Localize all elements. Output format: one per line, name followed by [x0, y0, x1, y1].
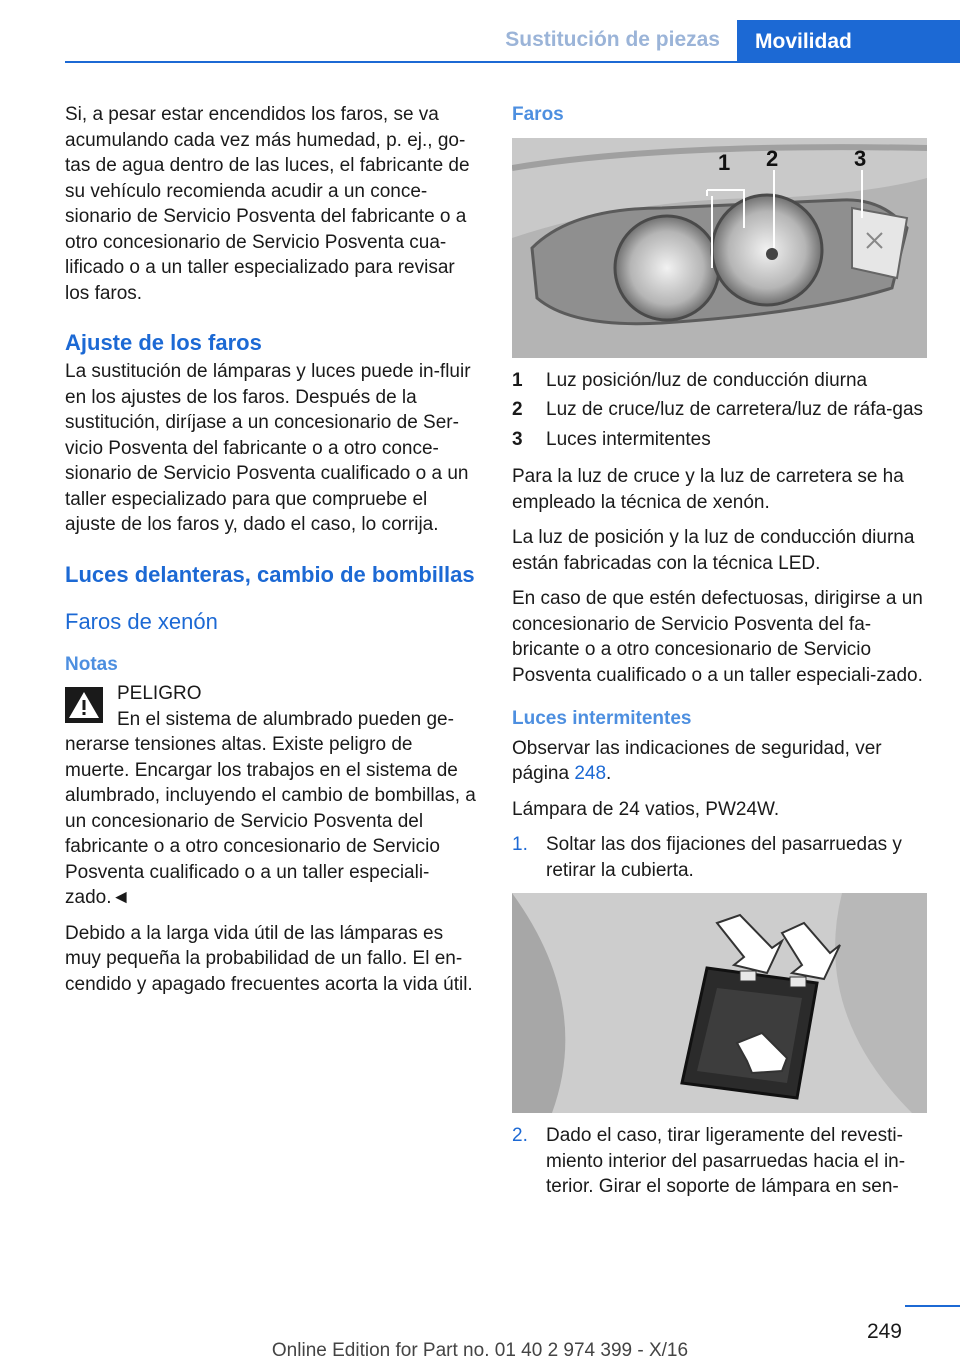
warning-triangle-icon [65, 687, 103, 723]
page-header [0, 0, 960, 62]
legend-number: 1 [512, 369, 523, 391]
legend-text: Luz posición/luz de conducción diurna [546, 369, 868, 391]
footer-edition-text: Online Edition for Part no. 01 40 2 974 399 - X/16 [271, 1340, 689, 1361]
step-2 [512, 1123, 927, 1200]
xenon-paragraph: Para la luz de cruce y la luz de carretera se ha empleado la técnica de xenón. [512, 466, 904, 513]
danger-text: En el sistema de alumbrado pueden ge-nerarse tensiones altas. Existe peligro de muerte. Encargar los trabajos en el sistema de alumbrado, incluyendo el cambio de bombillas, a un concesionario de Servicio Posventa del fabricante o a otro concesionario de Servicio Posventa cualificado o a un taller especiali-zado.◄ [65, 708, 476, 908]
heading-luces-delanteras: Luces delanteras, cambio de bombillas [65, 561, 475, 587]
right-column [512, 102, 927, 1210]
defect-paragraph: En caso de que estén defectuosas, dirigirse a un concesionario de Servicio Posventa del fa-bricante o a otro concesionario de Servicio Posventa cualificado o a un taller especiali-zado. [512, 588, 923, 686]
headlight-figure [512, 138, 927, 358]
left-column [65, 102, 480, 1007]
step-text: Dado el caso, tirar ligeramente del revesti-miento interior del pasarruedas hacia el in-terior. Girar el soporte de lámpara en sen- [546, 1125, 906, 1197]
figure-label-2: 2 [766, 145, 779, 171]
figure-label-3: 3 [854, 145, 867, 171]
safety-text-end: . [606, 763, 612, 784]
header-rule [65, 61, 960, 63]
header-section-title: Sustitución de piezas [505, 28, 720, 51]
page-number: 249 [866, 1320, 902, 1343]
footer-rule [905, 1305, 960, 1307]
legend-text: Luz de cruce/luz de carretera/luz de ráfa-gas [546, 399, 924, 420]
page-link-248[interactable]: 248 [574, 763, 607, 784]
wheel-arch-figure [512, 893, 927, 1113]
led-paragraph: La luz de posición y la luz de conducción diurna están fabricadas con la técnica LED. [512, 527, 915, 574]
step-number: 2. [512, 1125, 528, 1146]
step-text: Soltar las dos fijaciones del pasarruedas y retirar la cubierta. [546, 834, 902, 881]
heading-faros: Faros [512, 104, 564, 125]
header-chapter-tab: Movilidad [737, 20, 960, 62]
danger-notice [65, 681, 480, 911]
intro-paragraph: Si, a pesar estar encendidos los faros, se va acumulando cada vez más humedad, p. ej., go-tas de agua dentro de las luces, el fabricante de su vehículo recomienda acudir a un conce-sionario de Servicio Posventa del fabricante o a otro concesionario de Servicio Posventa cua-lificado o a un taller especializado para revisar los faros. [65, 104, 470, 304]
legend-text: Luces intermitentes [546, 428, 711, 450]
heading-luces-intermitentes: Luces intermitentes [512, 708, 692, 729]
safety-text: Observar las indicaciones de seguridad, ver página [512, 737, 882, 784]
ajuste-paragraph: La sustitución de lámparas y luces puede in-fluir en los ajustes de los faros. Después de la sustitución, diríjase a un concesionario de Ser-vicio Posventa del fabricante o a otro conce-sionario de Servicio Posventa cualificado o a un taller especializado para que compruebe el ajuste de los faros y, dado el caso, lo corrija. [65, 361, 471, 535]
step-1 [512, 832, 927, 883]
lamp-spec-paragraph: Lámpara de 24 vatios, PW24W. [512, 798, 780, 820]
heading-ajuste-faros: Ajuste de los faros [65, 330, 262, 355]
safety-reference-paragraph [512, 736, 927, 787]
legend-number: 2 [512, 399, 523, 420]
vida-util-paragraph: Debido a la larga vida útil de las lámparas es muy pequeña la probabilidad de un fallo. El en-cendido y apagado frecuentes acorta la vida útil. [65, 922, 473, 995]
step-number: 1. [512, 834, 528, 855]
figure-label-1: 1 [718, 149, 731, 175]
figure-legend [512, 368, 927, 453]
heading-faros-xenon: Faros de xenón [65, 608, 218, 634]
heading-notas: Notas [65, 653, 118, 675]
legend-number: 3 [512, 428, 523, 450]
danger-title: PELIGRO [117, 683, 202, 704]
